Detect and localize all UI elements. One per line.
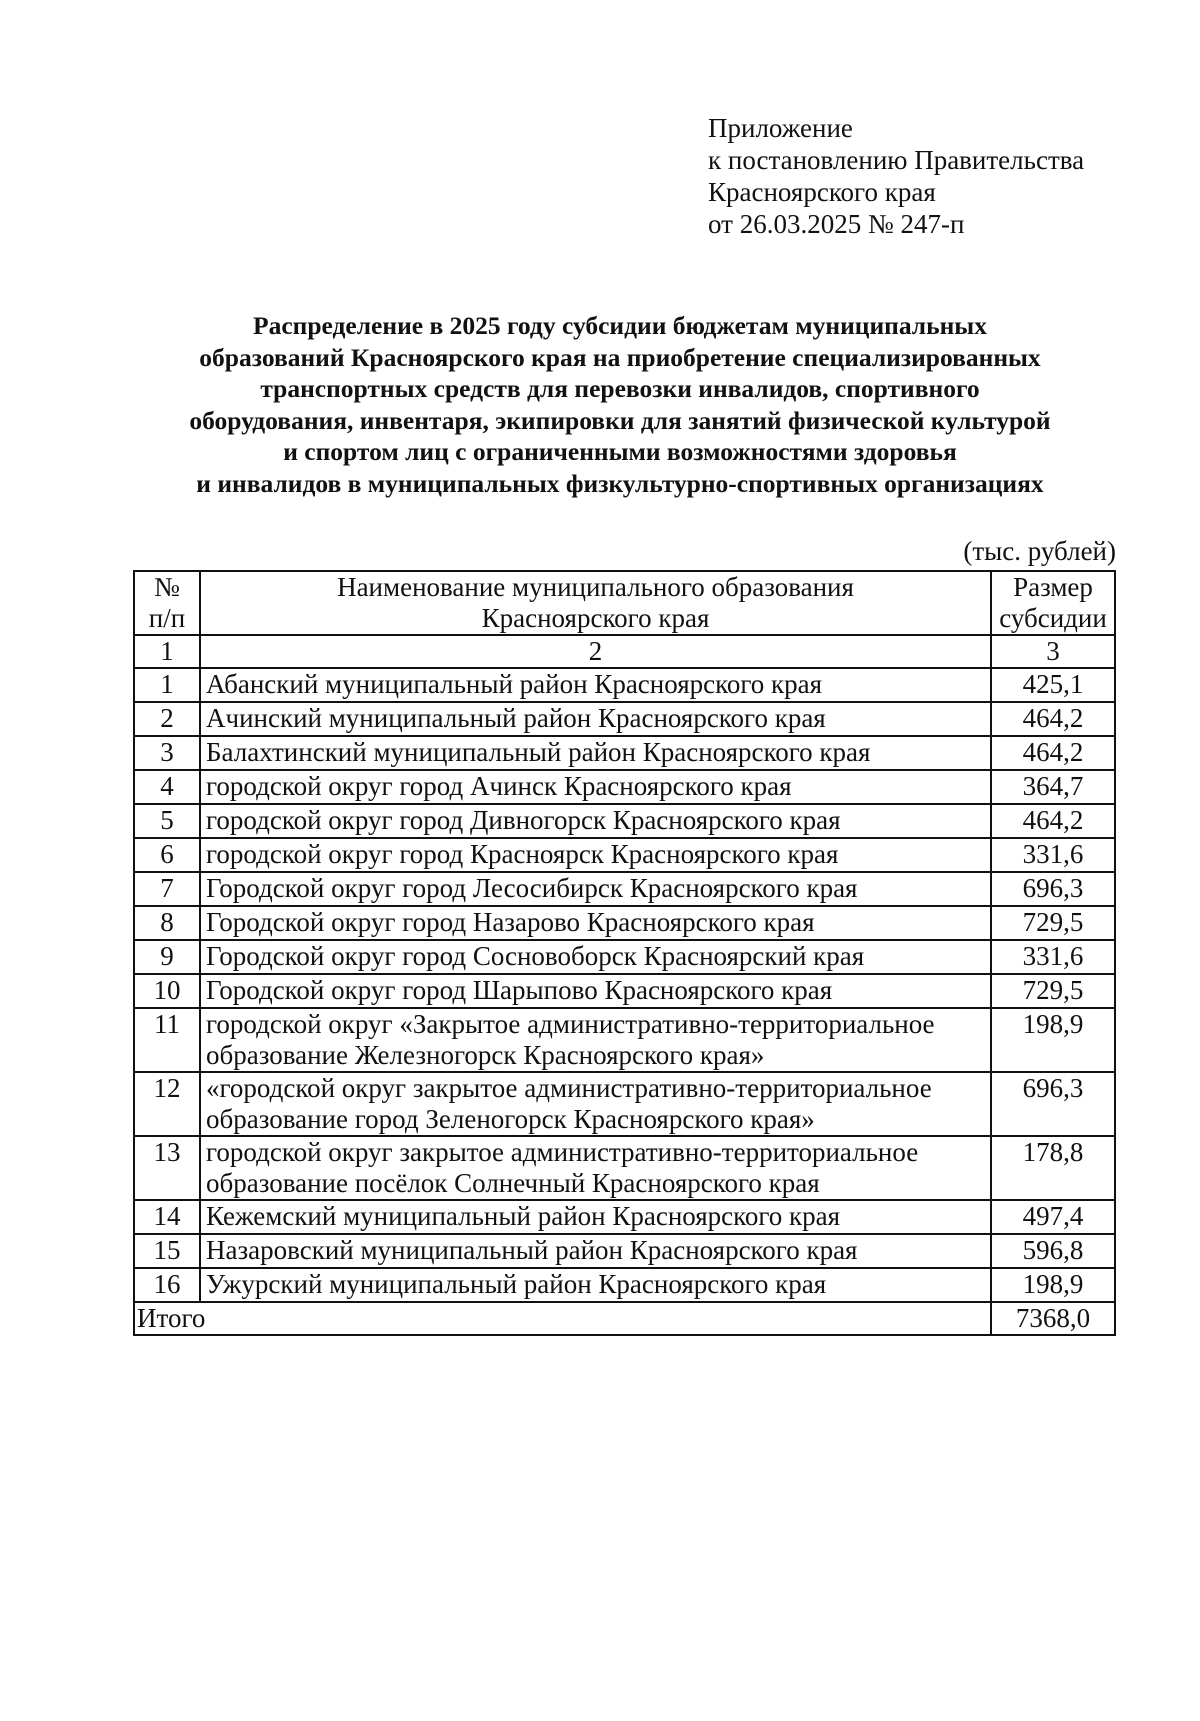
row-name-line-1: Ачинский муниципальный район Красноярского края bbox=[206, 703, 826, 733]
row-name-line-2: образование Железногорск Красноярского края» bbox=[206, 1040, 765, 1070]
row-value: 331,6 bbox=[991, 838, 1115, 872]
row-value: 198,9 bbox=[991, 1268, 1115, 1302]
header-name-line-1: Наименование муниципального образования bbox=[337, 572, 854, 602]
header-value bbox=[991, 571, 1115, 635]
row-value: 198,9 bbox=[991, 1008, 1115, 1072]
row-name bbox=[200, 906, 991, 940]
row-value: 425,1 bbox=[991, 668, 1115, 702]
row-name bbox=[200, 1008, 991, 1072]
title-line-2: образований Красноярского края на приобретение специализированных bbox=[199, 342, 1041, 372]
table-row bbox=[134, 1200, 1115, 1234]
table-body bbox=[134, 668, 1115, 1302]
table-header-row bbox=[134, 571, 1115, 635]
header-value-line-1: Размер bbox=[1013, 572, 1093, 602]
row-name bbox=[200, 804, 991, 838]
table-row bbox=[134, 940, 1115, 974]
row-value: 464,2 bbox=[991, 804, 1115, 838]
subsidy-table bbox=[133, 570, 1116, 1336]
row-name bbox=[200, 940, 991, 974]
header-number-line-2: п/п bbox=[148, 603, 186, 633]
row-name-line-1: Городской округ город Назарово Красноярского края bbox=[206, 907, 815, 937]
row-name-line-1: Абанский муниципальный район Красноярского края bbox=[206, 669, 823, 699]
row-number: 15 bbox=[134, 1234, 200, 1268]
table-row bbox=[134, 736, 1115, 770]
table-row bbox=[134, 804, 1115, 838]
row-name bbox=[200, 770, 991, 804]
row-name bbox=[200, 974, 991, 1008]
row-number: 16 bbox=[134, 1268, 200, 1302]
row-value: 729,5 bbox=[991, 906, 1115, 940]
row-name-line-1: Городской округ город Сосновоборск Красноярский края bbox=[206, 941, 865, 971]
row-name-line-1: Городской округ город Шарыпово Красноярского края bbox=[206, 975, 833, 1005]
row-value: 596,8 bbox=[991, 1234, 1115, 1268]
row-number: 3 bbox=[134, 736, 200, 770]
title-line-4: оборудования, инвентаря, экипировки для занятий физической культурой bbox=[189, 405, 1051, 435]
table-row bbox=[134, 838, 1115, 872]
row-number: 11 bbox=[134, 1008, 200, 1072]
table-row bbox=[134, 1008, 1115, 1072]
total-label: Итого bbox=[134, 1302, 991, 1335]
row-name-line-1: городской округ «Закрытое административно-территориальное bbox=[206, 1009, 935, 1039]
row-value: 178,8 bbox=[991, 1136, 1115, 1200]
header-name bbox=[200, 571, 991, 635]
row-name-line-1: городской округ город Красноярск Красноярского края bbox=[206, 839, 839, 869]
row-name bbox=[200, 872, 991, 906]
table-row bbox=[134, 770, 1115, 804]
row-name-line-2: образование посёлок Солнечный Красноярского края bbox=[206, 1168, 820, 1198]
row-name bbox=[200, 668, 991, 702]
row-name-line-1: городской округ город Ачинск Красноярского края bbox=[206, 771, 792, 801]
row-number: 1 bbox=[134, 668, 200, 702]
row-number: 4 bbox=[134, 770, 200, 804]
row-name bbox=[200, 1200, 991, 1234]
row-name-line-1: Ужурский муниципальный район Красноярского края bbox=[206, 1269, 827, 1299]
header-value-line-2: субсидии bbox=[999, 603, 1107, 633]
header-number-line-1: № bbox=[154, 572, 180, 602]
row-value: 464,2 bbox=[991, 736, 1115, 770]
table-row bbox=[134, 906, 1115, 940]
row-number: 12 bbox=[134, 1072, 200, 1136]
appendix-block bbox=[708, 112, 1084, 240]
total-row bbox=[134, 1302, 1115, 1335]
document-title bbox=[120, 310, 1120, 499]
total-value: 7368,0 bbox=[991, 1302, 1115, 1335]
title-line-6: и инвалидов в муниципальных физкультурно-спортивных организациях bbox=[196, 468, 1044, 498]
units-label: (тыс. рублей) bbox=[963, 536, 1116, 566]
row-value: 464,2 bbox=[991, 702, 1115, 736]
table-row bbox=[134, 668, 1115, 702]
row-name bbox=[200, 1268, 991, 1302]
table-row bbox=[134, 702, 1115, 736]
appendix-line-2: к постановлению Правительства bbox=[708, 145, 1085, 175]
title-line-3: транспортных средств для перевозки инвалидов, спортивного bbox=[260, 374, 980, 403]
row-name-line-1: Кежемский муниципальный район Красноярского края bbox=[206, 1201, 841, 1231]
table-row bbox=[134, 1072, 1115, 1136]
appendix-line-4: от 26.03.2025 № 247-п bbox=[708, 209, 965, 239]
row-name-line-1: городской округ город Дивногорск Красноярского края bbox=[206, 805, 841, 835]
table-row bbox=[134, 1268, 1115, 1302]
title-line-5: и спортом лиц с ограниченными возможностями здоровья bbox=[283, 437, 957, 466]
row-value: 497,4 bbox=[991, 1200, 1115, 1234]
row-number: 2 bbox=[134, 702, 200, 736]
appendix-line-3: Красноярского края bbox=[708, 177, 936, 207]
row-value: 696,3 bbox=[991, 1072, 1115, 1136]
table-row bbox=[134, 872, 1115, 906]
row-number: 6 bbox=[134, 838, 200, 872]
row-name bbox=[200, 838, 991, 872]
table-row bbox=[134, 1234, 1115, 1268]
row-value: 696,3 bbox=[991, 872, 1115, 906]
appendix-line-1: Приложение bbox=[708, 113, 853, 143]
row-number: 8 bbox=[134, 906, 200, 940]
row-name bbox=[200, 1136, 991, 1200]
row-name-line-1: Назаровский муниципальный район Красноярского края bbox=[206, 1235, 858, 1265]
row-number: 7 bbox=[134, 872, 200, 906]
row-number: 14 bbox=[134, 1200, 200, 1234]
row-name-line-1: городской округ закрытое административно-территориальное bbox=[206, 1137, 919, 1167]
header-name-line-2: Красноярского края bbox=[481, 603, 710, 633]
row-value: 364,7 bbox=[991, 770, 1115, 804]
row-value: 331,6 bbox=[991, 940, 1115, 974]
row-name bbox=[200, 736, 991, 770]
row-name-line-1: Городской округ город Лесосибирск Красноярского края bbox=[206, 873, 858, 903]
column-number-row bbox=[134, 635, 1115, 668]
row-value: 729,5 bbox=[991, 974, 1115, 1008]
row-number: 10 bbox=[134, 974, 200, 1008]
title-line-1: Распределение в 2025 году субсидии бюджетам муниципальных bbox=[253, 311, 987, 340]
row-name bbox=[200, 702, 991, 736]
row-number: 13 bbox=[134, 1136, 200, 1200]
row-number: 5 bbox=[134, 804, 200, 838]
row-number: 9 bbox=[134, 940, 200, 974]
row-name-line-2: образование город Зеленогорск Красноярского края» bbox=[206, 1104, 815, 1134]
table-row bbox=[134, 974, 1115, 1008]
row-name-line-1: Балахтинский муниципальный район Красноярского края bbox=[206, 737, 871, 767]
header-number bbox=[134, 571, 200, 635]
table-row bbox=[134, 1136, 1115, 1200]
column-number-2: 2 bbox=[200, 635, 991, 668]
row-name bbox=[200, 1234, 991, 1268]
column-number-3: 3 bbox=[991, 635, 1115, 668]
row-name-line-1: «городской округ закрытое административно-территориальное bbox=[206, 1073, 932, 1103]
row-name bbox=[200, 1072, 991, 1136]
column-number-1: 1 bbox=[134, 635, 200, 668]
